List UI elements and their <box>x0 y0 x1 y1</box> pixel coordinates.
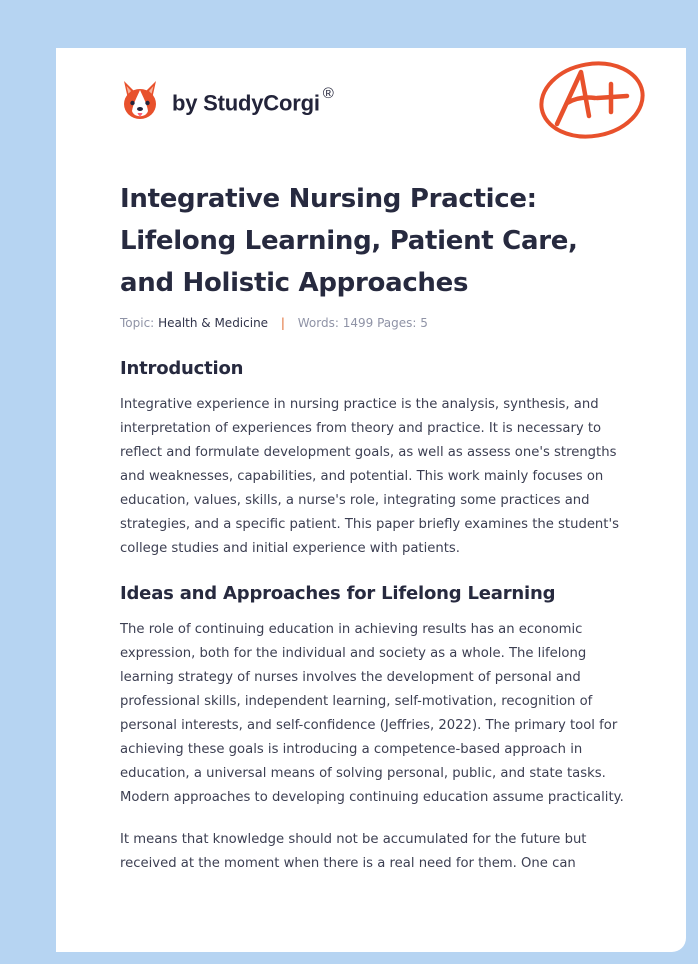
studycorgi-logo[interactable] <box>120 76 334 124</box>
brand-name <box>172 85 334 116</box>
registered-mark: ® <box>322 85 334 103</box>
page-count: Pages: 5 <box>377 316 428 330</box>
topic-link[interactable]: Health & Medicine <box>158 316 269 330</box>
section-heading-lifelong-learning: Ideas and Approaches for Lifelong Learning <box>120 583 556 604</box>
meta-separator: | <box>280 316 285 330</box>
paragraph: Integrative experience in nursing practice is the analysis, synthesis, and interpretation of experiences from theory and practice. It is necessary to reflect and formulate development goals, as well as assess one's strengths and weaknesses, capabilities, and potential. This work mainly focuses on education, values, skills, a nurse's role, integrating some practices and strategies, and a specific patient. This paper briefly examines the student's college studies and initial experience with patients. <box>120 397 619 556</box>
word-count: Words: 1499 <box>297 316 374 330</box>
document-sheet <box>56 48 686 952</box>
section-heading-introduction: Introduction <box>120 358 244 379</box>
paragraph: It means that knowledge should not be accumulated for the future but received at the moment when there is a real need for them. One can <box>120 832 587 871</box>
grade-text: A+ <box>537 58 539 59</box>
article <box>120 178 640 876</box>
grade-badge <box>537 58 651 146</box>
article-title: Integrative Nursing Practice: Lifelong Learning, Patient Care, and Holistic Approaches <box>120 184 578 298</box>
brand-text: by StudyCorgi <box>172 90 320 116</box>
topic-label: Topic: <box>120 316 155 330</box>
paragraph: The role of continuing education in achieving results has an economic expression, both for the individual and society as a whole. The lifelong learning strategy of nurses involves the development of personal and professional skills, independent learning, self-motivation, recognition of personal interests, and self-confidence (Jeffries, 2022). The primary tool for achieving these goals is introducing a competence-based approach in education, a universal means of solving personal, public, and state tasks. Modern approaches to developing continuing education assume practicality. <box>120 622 624 805</box>
corgi-icon <box>120 77 160 123</box>
article-meta <box>120 316 640 330</box>
a-plus-grade-icon <box>537 58 651 142</box>
